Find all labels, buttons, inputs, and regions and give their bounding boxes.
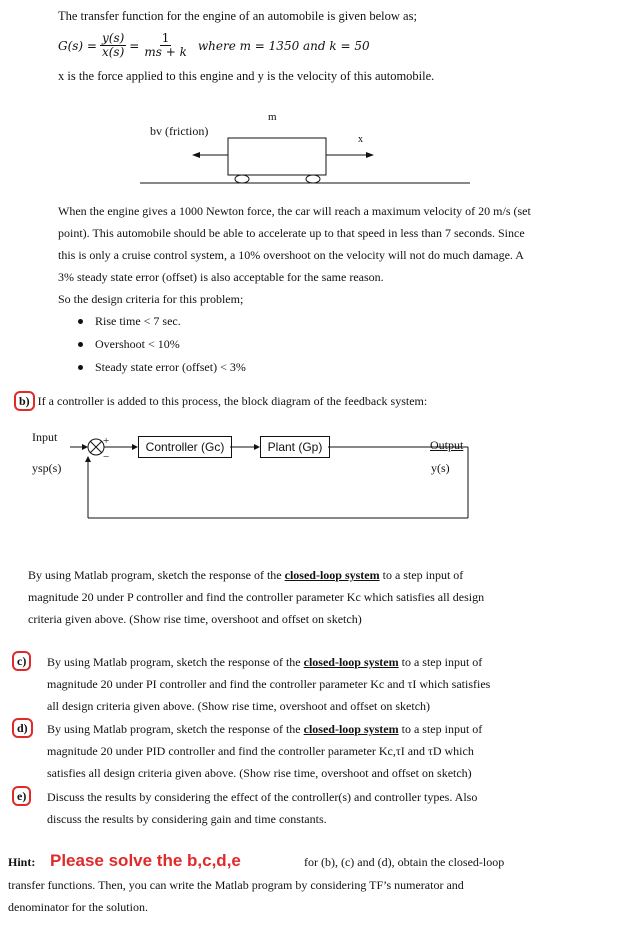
transfer-function: [58, 32, 370, 59]
plus-sign: +: [103, 435, 110, 447]
criteria-item: Rise time < 7 sec.: [95, 314, 181, 328]
part-c-line-3: all design criteria given above. (Show rise time, overshoot and offset on sketch): [47, 699, 431, 713]
part-d-badge-wrap: [12, 718, 33, 738]
part-d-pre: By using Matlab program, sketch the response of the: [47, 722, 304, 736]
car-diagram: [130, 105, 475, 187]
part-d-body: [47, 718, 519, 784]
part-c-pre: By using Matlab program, sketch the response of the: [47, 655, 304, 669]
tf-den1: x(s): [101, 45, 125, 59]
force-label: x: [358, 134, 363, 145]
problem-line-3: this is only a cruise control system, a 10% overshoot on the velocity will not do much damage. A: [58, 248, 524, 262]
part-c-line-2: magnitude 20 under PI controller and find the controller parameter Kc and τI which satisfies: [47, 677, 491, 691]
friction-arrowhead: [192, 152, 200, 158]
controller-block: Controller (Gc): [138, 436, 232, 458]
part-b-heading: [14, 391, 427, 411]
part-b-body: [28, 564, 520, 630]
hint-highlight: Please solve the b,c,d,e: [50, 851, 241, 870]
closed-loop-link: closed-loop system: [284, 568, 380, 582]
hint-line-2: transfer functions. Then, you can write the Matlab program by considering TF’s numerator and: [8, 878, 464, 892]
hint-label: Hint:: [8, 855, 36, 869]
problem-paragraph: [58, 200, 570, 310]
y-label: y(s): [431, 461, 450, 475]
tf-num2: 1: [161, 31, 170, 45]
part-d-line-3: satisfies all design criteria given above. (Show rise time, overshoot and offset on sketch): [47, 766, 472, 780]
tf-num1: y(s): [101, 31, 125, 45]
bullet-icon: [78, 319, 83, 324]
part-b-line-2: magnitude 20 under P controller and find the controller parameter Kc which satisfies all design: [28, 590, 485, 604]
part-d-badge: d): [12, 718, 33, 738]
car-body: [228, 138, 326, 175]
intro-text: The transfer function for the engine of an automobile is given below as;: [58, 9, 417, 23]
output-label: Output: [430, 438, 464, 452]
tf-fraction-2: [142, 32, 189, 59]
part-e-body: [47, 786, 519, 830]
closed-loop-link: closed-loop system: [303, 722, 399, 736]
part-b-line-3: criteria given above. (Show rise time, overshoot and offset on sketch): [28, 612, 362, 626]
hint-body: [8, 874, 520, 918]
variables-text: x is the force applied to this engine and y is the velocity of this automobile.: [58, 69, 435, 83]
part-e-badge-wrap: [12, 786, 31, 806]
friction-label: bv (friction): [150, 124, 209, 138]
part-d-line-2: magnitude 20 under PID controller and find the controller parameter Kc,τI and τD which: [47, 744, 474, 758]
part-b-line-1: [28, 564, 520, 586]
part-c-badge: c): [12, 651, 31, 671]
tf-fraction-1: [100, 32, 126, 59]
part-b-text: If a controller is added to this process, the block diagram of the feedback system:: [37, 393, 428, 408]
problem-line-1: When the engine gives a 1000 Newton force, the car will reach a maximum velocity of 20 m/s (set: [58, 204, 531, 218]
tf-eq: =: [129, 38, 140, 53]
criteria-item: Overshoot < 10%: [95, 337, 180, 351]
part-d-post: to a step input of: [398, 722, 483, 736]
tf-where: where m = 1350 and k = 50: [197, 38, 370, 53]
hint-line-3: denominator for the solution.: [8, 900, 148, 914]
ysp-label: ysp(s): [32, 461, 62, 475]
tf-den2: ms + k: [144, 45, 187, 59]
part-c-line-1: [47, 651, 519, 673]
feedback-arrowhead: [85, 456, 91, 462]
part-d-line-1: [47, 718, 519, 740]
part-e-line-2: discuss the results by considering gain and time constants.: [47, 812, 327, 826]
part-c-body: [47, 651, 519, 717]
plant-block: Plant (Gp): [260, 436, 330, 458]
closed-loop-link: closed-loop system: [303, 655, 399, 669]
part-c-post: to a step input of: [398, 655, 483, 669]
bullet-icon: [78, 342, 83, 347]
wheel-left: [235, 175, 249, 183]
part-e-badge: e): [12, 786, 31, 806]
problem-line-5: So the design criteria for this problem;: [58, 292, 244, 306]
minus-sign: −: [103, 451, 110, 463]
part-b-pre: By using Matlab program, sketch the response of the: [28, 568, 285, 582]
hint-line-1: [8, 851, 504, 871]
part-b-post: to a step input of: [379, 568, 464, 582]
problem-line-2: point). This automobile should be able to accelerate up to that speed in less than 7 seconds. Since: [58, 226, 525, 240]
wheel-right: [306, 175, 320, 183]
input-label: Input: [32, 430, 58, 444]
input-arrowhead: [82, 444, 88, 450]
problem-line-4: 3% steady state error (offset) is also acceptable for the same reason.: [58, 270, 384, 284]
force-arrowhead: [366, 152, 374, 158]
tf-lhs: G(s) =: [58, 38, 97, 53]
hint-rest: for (b), (c) and (d), obtain the closed-loop: [304, 855, 505, 869]
part-e-line-1: Discuss the results by considering the effect of the controller(s) and controller types. Also: [47, 790, 478, 804]
part-c-badge-wrap: [12, 651, 31, 671]
bullet-icon: [78, 365, 83, 370]
mass-label: m: [268, 111, 277, 123]
part-b-badge: b): [14, 391, 35, 411]
criteria-item: Steady state error (offset) < 3%: [95, 360, 246, 374]
